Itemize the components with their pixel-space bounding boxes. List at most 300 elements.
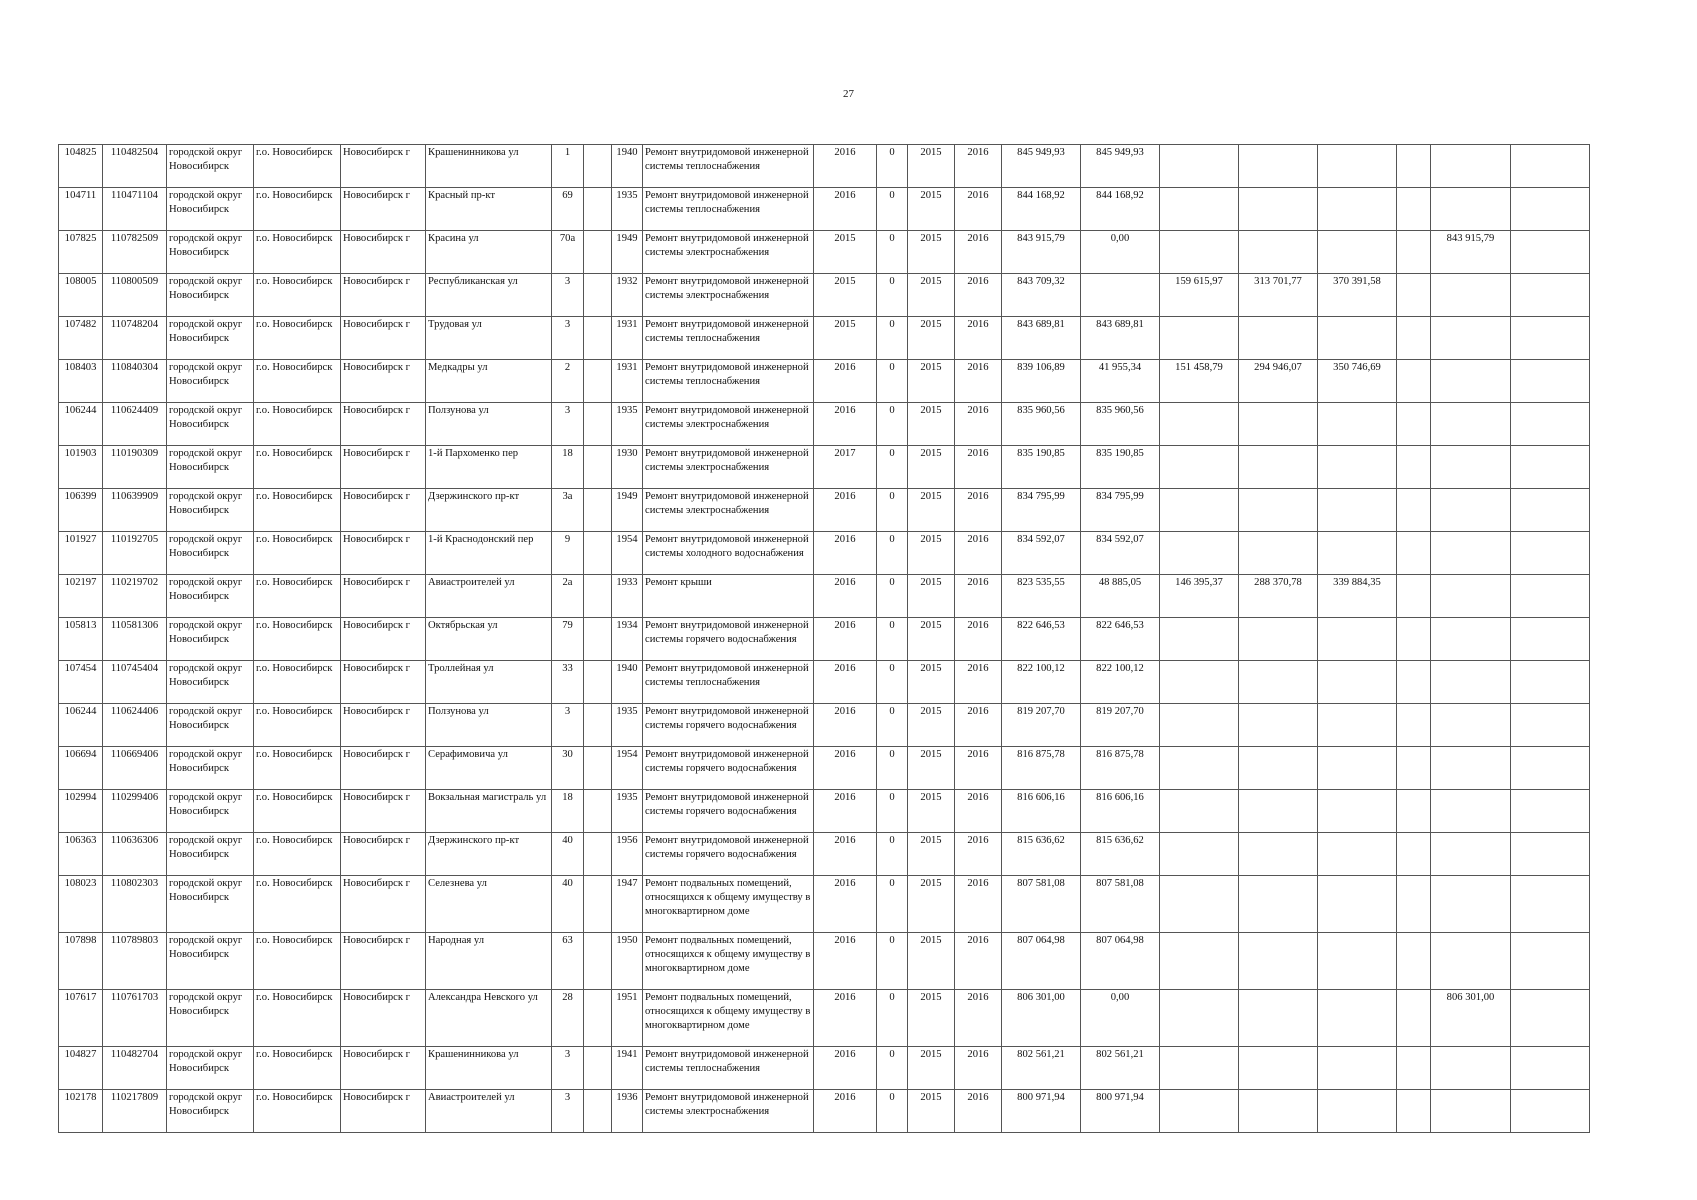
build-year-cell: 1935 <box>612 188 643 231</box>
municipality-cell: г.о. Новосибирск <box>254 188 341 231</box>
fund-cell: 815 636,62 <box>1081 833 1160 876</box>
plan-year-cell: 2016 <box>814 747 877 790</box>
street-cell: Ползунова ул <box>426 403 552 446</box>
end-year-cell: 2016 <box>955 618 1002 661</box>
work-type-cell: Ремонт внутридомовой инженерной системы электроснабжения <box>643 1090 814 1133</box>
work-type-cell: Ремонт подвальных помещений, относящихся к общему имуществу в многоквартирном доме <box>643 933 814 990</box>
source7-cell <box>1511 876 1590 933</box>
source2-cell <box>1160 231 1239 274</box>
zero-cell: 0 <box>877 704 908 747</box>
street-cell: Ползунова ул <box>426 704 552 747</box>
code-cell: 101927 <box>59 532 103 575</box>
id-cell: 110219702 <box>103 575 167 618</box>
table-row <box>59 747 1590 790</box>
blank-cell <box>584 704 612 747</box>
start-year-cell: 2015 <box>908 360 955 403</box>
source6-cell <box>1431 661 1511 704</box>
total-cost-cell: 822 646,53 <box>1002 618 1081 661</box>
city-cell: Новосибирск г <box>341 990 426 1047</box>
source4-cell <box>1318 489 1397 532</box>
source3-cell <box>1239 990 1318 1047</box>
source3-cell: 313 701,77 <box>1239 274 1318 317</box>
city-cell: Новосибирск г <box>341 575 426 618</box>
code-cell: 107617 <box>59 990 103 1047</box>
code-cell: 105813 <box>59 618 103 661</box>
okrug-cell: городской округ Новосибирск <box>167 990 254 1047</box>
blank-cell <box>584 274 612 317</box>
table-row <box>59 1090 1590 1133</box>
code-cell: 106363 <box>59 833 103 876</box>
city-cell: Новосибирск г <box>341 317 426 360</box>
source6-cell <box>1431 489 1511 532</box>
fund-cell: 845 949,93 <box>1081 145 1160 188</box>
table-row <box>59 575 1590 618</box>
municipality-cell: г.о. Новосибирск <box>254 661 341 704</box>
blank-cell <box>584 403 612 446</box>
plan-year-cell: 2016 <box>814 1090 877 1133</box>
table-row <box>59 532 1590 575</box>
source3-cell <box>1239 618 1318 661</box>
okrug-cell: городской округ Новосибирск <box>167 360 254 403</box>
municipality-cell: г.о. Новосибирск <box>254 1047 341 1090</box>
blank-cell <box>584 1090 612 1133</box>
end-year-cell: 2016 <box>955 876 1002 933</box>
work-type-cell: Ремонт подвальных помещений, относящихся к общему имуществу в многоквартирном доме <box>643 990 814 1047</box>
street-cell: Селезнева ул <box>426 876 552 933</box>
fund-cell: 41 955,34 <box>1081 360 1160 403</box>
end-year-cell: 2016 <box>955 403 1002 446</box>
table-row <box>59 790 1590 833</box>
id-cell: 110624409 <box>103 403 167 446</box>
source5-cell <box>1397 990 1431 1047</box>
city-cell: Новосибирск г <box>341 274 426 317</box>
start-year-cell: 2015 <box>908 145 955 188</box>
table-row <box>59 1047 1590 1090</box>
plan-year-cell: 2016 <box>814 188 877 231</box>
plan-year-cell: 2016 <box>814 360 877 403</box>
municipality-cell: г.о. Новосибирск <box>254 747 341 790</box>
table-row <box>59 360 1590 403</box>
work-type-cell: Ремонт внутридомовой инженерной системы горячего водоснабжения <box>643 618 814 661</box>
end-year-cell: 2016 <box>955 231 1002 274</box>
city-cell: Новосибирск г <box>341 1090 426 1133</box>
source7-cell <box>1511 661 1590 704</box>
city-cell: Новосибирск г <box>341 403 426 446</box>
start-year-cell: 2015 <box>908 618 955 661</box>
source4-cell <box>1318 833 1397 876</box>
total-cost-cell: 835 960,56 <box>1002 403 1081 446</box>
city-cell: Новосибирск г <box>341 618 426 661</box>
id-cell: 110800509 <box>103 274 167 317</box>
source5-cell <box>1397 575 1431 618</box>
municipality-cell: г.о. Новосибирск <box>254 933 341 990</box>
build-year-cell: 1947 <box>612 876 643 933</box>
municipality-cell: г.о. Новосибирск <box>254 618 341 661</box>
code-cell: 106244 <box>59 403 103 446</box>
id-cell: 110636306 <box>103 833 167 876</box>
build-year-cell: 1951 <box>612 990 643 1047</box>
fund-cell: 807 064,98 <box>1081 933 1160 990</box>
source2-cell <box>1160 661 1239 704</box>
build-year-cell: 1932 <box>612 274 643 317</box>
source5-cell <box>1397 1090 1431 1133</box>
house-cell: 30 <box>552 747 584 790</box>
source7-cell <box>1511 360 1590 403</box>
code-cell: 106244 <box>59 704 103 747</box>
source2-cell <box>1160 532 1239 575</box>
source7-cell <box>1511 532 1590 575</box>
plan-year-cell: 2016 <box>814 1047 877 1090</box>
plan-year-cell: 2016 <box>814 990 877 1047</box>
source7-cell <box>1511 274 1590 317</box>
table-row <box>59 446 1590 489</box>
street-cell: Дзержинского пр-кт <box>426 489 552 532</box>
work-type-cell: Ремонт внутридомовой инженерной системы электроснабжения <box>643 231 814 274</box>
plan-year-cell: 2016 <box>814 661 877 704</box>
id-cell: 110482504 <box>103 145 167 188</box>
source7-cell <box>1511 446 1590 489</box>
id-cell: 110789803 <box>103 933 167 990</box>
source4-cell <box>1318 317 1397 360</box>
start-year-cell: 2015 <box>908 489 955 532</box>
source5-cell <box>1397 403 1431 446</box>
start-year-cell: 2015 <box>908 747 955 790</box>
table-row <box>59 990 1590 1047</box>
source5-cell <box>1397 933 1431 990</box>
total-cost-cell: 844 168,92 <box>1002 188 1081 231</box>
source6-cell <box>1431 833 1511 876</box>
source3-cell: 288 370,78 <box>1239 575 1318 618</box>
work-type-cell: Ремонт подвальных помещений, относящихся к общему имуществу в многоквартирном доме <box>643 876 814 933</box>
end-year-cell: 2016 <box>955 575 1002 618</box>
code-cell: 101903 <box>59 446 103 489</box>
blank-cell <box>584 833 612 876</box>
zero-cell: 0 <box>877 188 908 231</box>
municipality-cell: г.о. Новосибирск <box>254 1090 341 1133</box>
source6-cell <box>1431 360 1511 403</box>
plan-year-cell: 2016 <box>814 704 877 747</box>
street-cell: Республиканская ул <box>426 274 552 317</box>
source7-cell <box>1511 231 1590 274</box>
source4-cell <box>1318 1090 1397 1133</box>
id-cell: 110217809 <box>103 1090 167 1133</box>
okrug-cell: городской округ Новосибирск <box>167 1090 254 1133</box>
plan-year-cell: 2016 <box>814 876 877 933</box>
table-row <box>59 704 1590 747</box>
start-year-cell: 2015 <box>908 274 955 317</box>
okrug-cell: городской округ Новосибирск <box>167 145 254 188</box>
fund-cell <box>1081 274 1160 317</box>
end-year-cell: 2016 <box>955 532 1002 575</box>
street-cell: Дзержинского пр-кт <box>426 833 552 876</box>
end-year-cell: 2016 <box>955 489 1002 532</box>
fund-cell: 0,00 <box>1081 990 1160 1047</box>
street-cell: Александра Невского ул <box>426 990 552 1047</box>
end-year-cell: 2016 <box>955 317 1002 360</box>
house-cell: 1 <box>552 145 584 188</box>
city-cell: Новосибирск г <box>341 876 426 933</box>
start-year-cell: 2015 <box>908 990 955 1047</box>
plan-year-cell: 2016 <box>814 403 877 446</box>
blank-cell <box>584 360 612 403</box>
blank-cell <box>584 933 612 990</box>
work-type-cell: Ремонт внутридомовой инженерной системы горячего водоснабжения <box>643 747 814 790</box>
id-cell: 110669406 <box>103 747 167 790</box>
end-year-cell: 2016 <box>955 933 1002 990</box>
source6-cell <box>1431 317 1511 360</box>
okrug-cell: городской округ Новосибирск <box>167 403 254 446</box>
municipality-cell: г.о. Новосибирск <box>254 876 341 933</box>
table-row <box>59 403 1590 446</box>
code-cell: 108023 <box>59 876 103 933</box>
blank-cell <box>584 145 612 188</box>
blank-cell <box>584 489 612 532</box>
end-year-cell: 2016 <box>955 790 1002 833</box>
work-type-cell: Ремонт внутридомовой инженерной системы теплоснабжения <box>643 1047 814 1090</box>
code-cell: 104825 <box>59 145 103 188</box>
table-row <box>59 188 1590 231</box>
end-year-cell: 2016 <box>955 446 1002 489</box>
fund-cell: 843 689,81 <box>1081 317 1160 360</box>
build-year-cell: 1931 <box>612 360 643 403</box>
start-year-cell: 2015 <box>908 704 955 747</box>
source5-cell <box>1397 618 1431 661</box>
build-year-cell: 1949 <box>612 489 643 532</box>
total-cost-cell: 845 949,93 <box>1002 145 1081 188</box>
start-year-cell: 2015 <box>908 933 955 990</box>
source2-cell <box>1160 833 1239 876</box>
source6-cell: 806 301,00 <box>1431 990 1511 1047</box>
work-type-cell: Ремонт внутридомовой инженерной системы теплоснабжения <box>643 317 814 360</box>
source2-cell <box>1160 876 1239 933</box>
blank-cell <box>584 446 612 489</box>
fund-cell: 835 960,56 <box>1081 403 1160 446</box>
source5-cell <box>1397 747 1431 790</box>
street-cell: Трудовая ул <box>426 317 552 360</box>
total-cost-cell: 839 106,89 <box>1002 360 1081 403</box>
table-row <box>59 661 1590 704</box>
source2-cell: 159 615,97 <box>1160 274 1239 317</box>
source4-cell <box>1318 876 1397 933</box>
municipality-cell: г.о. Новосибирск <box>254 403 341 446</box>
code-cell: 102197 <box>59 575 103 618</box>
code-cell: 104827 <box>59 1047 103 1090</box>
source2-cell <box>1160 618 1239 661</box>
house-cell: 79 <box>552 618 584 661</box>
fund-cell: 816 606,16 <box>1081 790 1160 833</box>
table-row <box>59 833 1590 876</box>
fund-cell: 834 592,07 <box>1081 532 1160 575</box>
municipality-cell: г.о. Новосибирск <box>254 145 341 188</box>
blank-cell <box>584 876 612 933</box>
id-cell: 110190309 <box>103 446 167 489</box>
city-cell: Новосибирск г <box>341 747 426 790</box>
fund-cell: 834 795,99 <box>1081 489 1160 532</box>
source5-cell <box>1397 274 1431 317</box>
fund-cell: 835 190,85 <box>1081 446 1160 489</box>
source6-cell <box>1431 446 1511 489</box>
street-cell: Крашенинникова ул <box>426 145 552 188</box>
plan-year-cell: 2016 <box>814 833 877 876</box>
plan-year-cell: 2016 <box>814 532 877 575</box>
id-cell: 110782509 <box>103 231 167 274</box>
house-cell: 33 <box>552 661 584 704</box>
blank-cell <box>584 317 612 360</box>
total-cost-cell: 835 190,85 <box>1002 446 1081 489</box>
capital-repair-table <box>58 144 1590 1133</box>
start-year-cell: 2015 <box>908 833 955 876</box>
source5-cell <box>1397 446 1431 489</box>
source4-cell <box>1318 704 1397 747</box>
zero-cell: 0 <box>877 145 908 188</box>
zero-cell: 0 <box>877 933 908 990</box>
build-year-cell: 1954 <box>612 532 643 575</box>
source7-cell <box>1511 933 1590 990</box>
house-cell: 2а <box>552 575 584 618</box>
house-cell: 3 <box>552 403 584 446</box>
source2-cell <box>1160 704 1239 747</box>
plan-year-cell: 2016 <box>814 145 877 188</box>
start-year-cell: 2015 <box>908 532 955 575</box>
city-cell: Новосибирск г <box>341 833 426 876</box>
total-cost-cell: 834 795,99 <box>1002 489 1081 532</box>
source3-cell <box>1239 876 1318 933</box>
okrug-cell: городской округ Новосибирск <box>167 618 254 661</box>
house-cell: 3а <box>552 489 584 532</box>
zero-cell: 0 <box>877 317 908 360</box>
build-year-cell: 1954 <box>612 747 643 790</box>
build-year-cell: 1935 <box>612 704 643 747</box>
source7-cell <box>1511 317 1590 360</box>
fund-cell: 816 875,78 <box>1081 747 1160 790</box>
okrug-cell: городской округ Новосибирск <box>167 188 254 231</box>
source4-cell <box>1318 446 1397 489</box>
source4-cell: 370 391,58 <box>1318 274 1397 317</box>
start-year-cell: 2015 <box>908 661 955 704</box>
source5-cell <box>1397 661 1431 704</box>
okrug-cell: городской округ Новосибирск <box>167 489 254 532</box>
source4-cell <box>1318 933 1397 990</box>
house-cell: 69 <box>552 188 584 231</box>
source3-cell <box>1239 661 1318 704</box>
house-cell: 70а <box>552 231 584 274</box>
source6-cell <box>1431 575 1511 618</box>
street-cell: Медкадры ул <box>426 360 552 403</box>
total-cost-cell: 802 561,21 <box>1002 1047 1081 1090</box>
blank-cell <box>584 618 612 661</box>
source4-cell <box>1318 145 1397 188</box>
total-cost-cell: 819 207,70 <box>1002 704 1081 747</box>
city-cell: Новосибирск г <box>341 360 426 403</box>
source5-cell <box>1397 833 1431 876</box>
start-year-cell: 2015 <box>908 446 955 489</box>
table-body <box>59 145 1590 1133</box>
street-cell: Авиастроителей ул <box>426 1090 552 1133</box>
work-type-cell: Ремонт внутридомовой инженерной системы электроснабжения <box>643 274 814 317</box>
source3-cell <box>1239 231 1318 274</box>
start-year-cell: 2015 <box>908 403 955 446</box>
source2-cell <box>1160 317 1239 360</box>
municipality-cell: г.о. Новосибирск <box>254 532 341 575</box>
source7-cell <box>1511 990 1590 1047</box>
source3-cell <box>1239 704 1318 747</box>
work-type-cell: Ремонт внутридомовой инженерной системы горячего водоснабжения <box>643 790 814 833</box>
end-year-cell: 2016 <box>955 145 1002 188</box>
table-row <box>59 231 1590 274</box>
source6-cell <box>1431 704 1511 747</box>
start-year-cell: 2015 <box>908 876 955 933</box>
code-cell: 106694 <box>59 747 103 790</box>
source4-cell <box>1318 532 1397 575</box>
municipality-cell: г.о. Новосибирск <box>254 231 341 274</box>
city-cell: Новосибирск г <box>341 188 426 231</box>
table-row <box>59 317 1590 360</box>
source3-cell <box>1239 747 1318 790</box>
source3-cell <box>1239 790 1318 833</box>
zero-cell: 0 <box>877 661 908 704</box>
plan-year-cell: 2015 <box>814 317 877 360</box>
okrug-cell: городской округ Новосибирск <box>167 274 254 317</box>
end-year-cell: 2016 <box>955 747 1002 790</box>
source5-cell <box>1397 1047 1431 1090</box>
source4-cell <box>1318 231 1397 274</box>
blank-cell <box>584 747 612 790</box>
source2-cell <box>1160 188 1239 231</box>
code-cell: 108005 <box>59 274 103 317</box>
work-type-cell: Ремонт внутридомовой инженерной системы электроснабжения <box>643 446 814 489</box>
source4-cell <box>1318 790 1397 833</box>
zero-cell: 0 <box>877 876 908 933</box>
id-cell: 110624406 <box>103 704 167 747</box>
end-year-cell: 2016 <box>955 1090 1002 1133</box>
house-cell: 3 <box>552 1047 584 1090</box>
build-year-cell: 1935 <box>612 790 643 833</box>
source5-cell <box>1397 489 1431 532</box>
page-number: 27 <box>843 88 854 100</box>
zero-cell: 0 <box>877 231 908 274</box>
source3-cell <box>1239 933 1318 990</box>
okrug-cell: городской округ Новосибирск <box>167 575 254 618</box>
municipality-cell: г.о. Новосибирск <box>254 990 341 1047</box>
end-year-cell: 2016 <box>955 188 1002 231</box>
source6-cell <box>1431 145 1511 188</box>
code-cell: 102178 <box>59 1090 103 1133</box>
source7-cell <box>1511 1047 1590 1090</box>
source5-cell <box>1397 317 1431 360</box>
build-year-cell: 1935 <box>612 403 643 446</box>
source2-cell <box>1160 990 1239 1047</box>
work-type-cell: Ремонт внутридомовой инженерной системы теплоснабжения <box>643 188 814 231</box>
source2-cell <box>1160 1047 1239 1090</box>
source5-cell <box>1397 360 1431 403</box>
start-year-cell: 2015 <box>908 231 955 274</box>
municipality-cell: г.о. Новосибирск <box>254 704 341 747</box>
source6-cell <box>1431 790 1511 833</box>
source2-cell <box>1160 489 1239 532</box>
city-cell: Новосибирск г <box>341 145 426 188</box>
municipality-cell: г.о. Новосибирск <box>254 833 341 876</box>
source4-cell <box>1318 661 1397 704</box>
okrug-cell: городской округ Новосибирск <box>167 532 254 575</box>
source6-cell <box>1431 1047 1511 1090</box>
municipality-cell: г.о. Новосибирск <box>254 360 341 403</box>
okrug-cell: городской округ Новосибирск <box>167 661 254 704</box>
fund-cell: 807 581,08 <box>1081 876 1160 933</box>
zero-cell: 0 <box>877 833 908 876</box>
city-cell: Новосибирск г <box>341 661 426 704</box>
house-cell: 28 <box>552 990 584 1047</box>
source3-cell <box>1239 1047 1318 1090</box>
